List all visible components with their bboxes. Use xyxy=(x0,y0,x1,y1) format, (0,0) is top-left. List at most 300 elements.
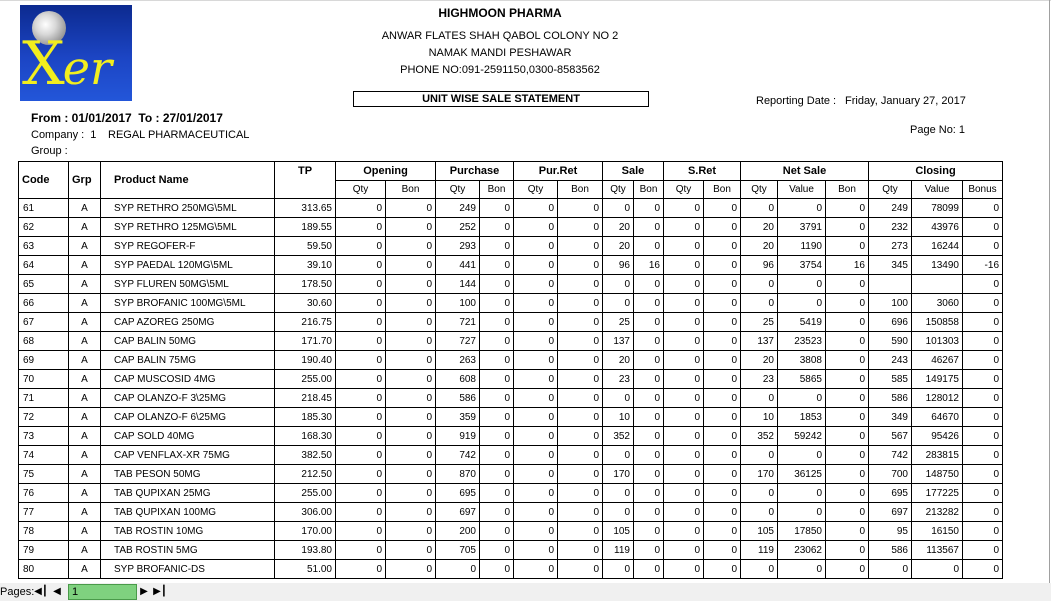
table-cell: 0 xyxy=(704,522,741,541)
table-cell: 0 xyxy=(704,560,741,579)
table-cell: 0 xyxy=(480,503,514,522)
table-cell: -16 xyxy=(963,256,1003,275)
sub-opening-qty: Qty xyxy=(336,181,386,199)
sub-closing-bonus: Bonus xyxy=(963,181,1003,199)
table-cell: 0 xyxy=(558,389,603,408)
table-cell: 137 xyxy=(741,332,778,351)
table-cell: 0 xyxy=(704,313,741,332)
table-cell: 0 xyxy=(634,237,664,256)
table-cell: 0 xyxy=(480,275,514,294)
table-cell: SYP RETHRO 250MG\5ML xyxy=(101,199,275,218)
table-cell: CAP VENFLAX-XR 75MG xyxy=(101,446,275,465)
table-cell: 0 xyxy=(558,503,603,522)
table-cell: 72 xyxy=(19,408,69,427)
table-cell: 0 xyxy=(336,427,386,446)
table-row xyxy=(19,408,1003,427)
table-cell: 0 xyxy=(826,332,869,351)
table-cell: 0 xyxy=(963,237,1003,256)
sales-table xyxy=(18,161,1003,579)
table-cell: 150858 xyxy=(912,313,963,332)
table-cell: CAP BALIN 75MG xyxy=(101,351,275,370)
table-cell: 0 xyxy=(778,389,826,408)
table-cell: 0 xyxy=(664,313,704,332)
table-cell: A xyxy=(69,522,101,541)
table-cell: 0 xyxy=(336,465,386,484)
table-cell: 0 xyxy=(386,237,436,256)
table-cell: 0 xyxy=(336,370,386,389)
col-sret: S.Ret xyxy=(664,162,741,181)
table-cell: 1853 xyxy=(778,408,826,427)
sub-net-bon: Bon xyxy=(826,181,869,199)
col-opening: Opening xyxy=(336,162,436,181)
table-cell: 0 xyxy=(558,313,603,332)
col-closing: Closing xyxy=(869,162,1003,181)
table-cell: 0 xyxy=(704,465,741,484)
last-page-icon[interactable]: ▶┃ xyxy=(153,586,167,597)
table-cell: 306.00 xyxy=(275,503,336,522)
table-cell: 189.55 xyxy=(275,218,336,237)
table-cell: 590 xyxy=(869,332,912,351)
table-cell: 585 xyxy=(869,370,912,389)
table-cell: 149175 xyxy=(912,370,963,389)
table-cell: 349 xyxy=(869,408,912,427)
col-netsale: Net Sale xyxy=(741,162,869,181)
company-name: HIGHMOON PHARMA xyxy=(438,6,562,20)
table-cell: 178.50 xyxy=(275,275,336,294)
table-row xyxy=(19,199,1003,218)
table-cell: 0 xyxy=(826,351,869,370)
table-cell: 137 xyxy=(603,332,634,351)
table-cell: 0 xyxy=(704,427,741,446)
table-cell: 0 xyxy=(336,484,386,503)
table-cell: 0 xyxy=(963,389,1003,408)
table-cell: 0 xyxy=(963,560,1003,579)
table-cell: 870 xyxy=(436,465,480,484)
table-cell: 0 xyxy=(514,560,558,579)
table-cell: 0 xyxy=(386,560,436,579)
table-cell: 0 xyxy=(480,370,514,389)
table-cell: 20 xyxy=(603,351,634,370)
table-cell: A xyxy=(69,465,101,484)
table-cell: 0 xyxy=(558,199,603,218)
table-cell: 105 xyxy=(603,522,634,541)
table-cell: 0 xyxy=(826,522,869,541)
table-cell: 0 xyxy=(741,199,778,218)
table-cell: 69 xyxy=(19,351,69,370)
table-cell: 5419 xyxy=(778,313,826,332)
table-cell: 0 xyxy=(558,446,603,465)
table-cell: 255.00 xyxy=(275,484,336,503)
table-cell: 249 xyxy=(436,199,480,218)
table-cell: 17850 xyxy=(778,522,826,541)
address-line-2: NAMAK MANDI PESHAWAR xyxy=(428,47,572,59)
table-cell: 0 xyxy=(634,218,664,237)
table-cell: 0 xyxy=(963,199,1003,218)
sub-closing-qty: Qty xyxy=(869,181,912,199)
table-cell: 16150 xyxy=(912,522,963,541)
table-cell: 23 xyxy=(741,370,778,389)
table-cell: 68 xyxy=(19,332,69,351)
table-cell: 0 xyxy=(480,256,514,275)
table-cell: 0 xyxy=(963,427,1003,446)
table-cell: A xyxy=(69,351,101,370)
table-cell: 3808 xyxy=(778,351,826,370)
table-cell: 0 xyxy=(963,218,1003,237)
table-cell: 0 xyxy=(826,370,869,389)
sub-purchase-qty: Qty xyxy=(436,181,480,199)
table-cell: 0 xyxy=(386,370,436,389)
table-cell: 0 xyxy=(741,560,778,579)
table-cell: 96 xyxy=(603,256,634,275)
table-cell: SYP BROFANIC 100MG\5ML xyxy=(101,294,275,313)
sub-sale-qty: Qty xyxy=(603,181,634,199)
table-cell: 0 xyxy=(514,370,558,389)
table-cell: 0 xyxy=(480,237,514,256)
table-cell: 0 xyxy=(480,199,514,218)
table-cell: 313.65 xyxy=(275,199,336,218)
group-label: Group : xyxy=(31,145,68,157)
table-cell: 148750 xyxy=(912,465,963,484)
table-cell: 0 xyxy=(514,541,558,560)
table-row xyxy=(19,484,1003,503)
table-cell: 25 xyxy=(603,313,634,332)
table-cell: 144 xyxy=(436,275,480,294)
table-cell: 0 xyxy=(386,313,436,332)
table-row xyxy=(19,503,1003,522)
table-cell: 0 xyxy=(480,522,514,541)
table-cell: 0 xyxy=(336,313,386,332)
table-row xyxy=(19,351,1003,370)
table-cell: 0 xyxy=(704,294,741,313)
table-cell: 695 xyxy=(869,484,912,503)
table-cell: 23062 xyxy=(778,541,826,560)
table-cell: 170.00 xyxy=(275,522,336,541)
table-cell: 0 xyxy=(664,332,704,351)
table-cell: 0 xyxy=(558,294,603,313)
table-cell: 0 xyxy=(634,522,664,541)
table-cell: 77 xyxy=(19,503,69,522)
table-cell: 96 xyxy=(741,256,778,275)
table-cell: 700 xyxy=(869,465,912,484)
table-cell: A xyxy=(69,275,101,294)
table-cell: 76 xyxy=(19,484,69,503)
table-cell: 0 xyxy=(480,389,514,408)
table-cell: 20 xyxy=(603,218,634,237)
table-cell: 0 xyxy=(664,427,704,446)
table-cell: SYP BROFANIC-DS xyxy=(101,560,275,579)
table-cell: 0 xyxy=(634,351,664,370)
table-cell: 46267 xyxy=(912,351,963,370)
table-cell: 73 xyxy=(19,427,69,446)
table-cell: 79 xyxy=(19,541,69,560)
table-cell: A xyxy=(69,541,101,560)
table-cell: 0 xyxy=(386,199,436,218)
table-cell: 0 xyxy=(514,294,558,313)
table-cell: 695 xyxy=(436,484,480,503)
table-cell: 62 xyxy=(19,218,69,237)
table-cell: 0 xyxy=(664,237,704,256)
table-cell: 0 xyxy=(336,541,386,560)
table-cell: CAP MUSCOSID 4MG xyxy=(101,370,275,389)
table-cell: 20 xyxy=(603,237,634,256)
table-cell: 0 xyxy=(826,465,869,484)
table-cell: 0 xyxy=(514,275,558,294)
table-cell: 0 xyxy=(558,218,603,237)
table-cell: 0 xyxy=(664,256,704,275)
table-cell: 0 xyxy=(664,503,704,522)
table-cell: 0 xyxy=(704,484,741,503)
table-row xyxy=(19,427,1003,446)
table-cell: A xyxy=(69,218,101,237)
sub-sret-qty: Qty xyxy=(664,181,704,199)
table-row xyxy=(19,294,1003,313)
table-cell: 0 xyxy=(558,256,603,275)
table-cell: 218.45 xyxy=(275,389,336,408)
table-cell: 0 xyxy=(826,275,869,294)
table-cell: 0 xyxy=(386,522,436,541)
table-row xyxy=(19,446,1003,465)
table-cell: 0 xyxy=(963,503,1003,522)
table-cell: A xyxy=(69,256,101,275)
table-cell: 0 xyxy=(826,408,869,427)
table-cell: CAP SOLD 40MG xyxy=(101,427,275,446)
table-cell: 0 xyxy=(514,351,558,370)
table-cell: 20 xyxy=(741,351,778,370)
table-cell: TAB QUPIXAN 100MG xyxy=(101,503,275,522)
table-cell: 59.50 xyxy=(275,237,336,256)
company-label: Company : 1 xyxy=(31,129,97,141)
table-cell: 100 xyxy=(869,294,912,313)
table-cell: 0 xyxy=(826,541,869,560)
table-cell: CAP OLANZO-F 6\25MG xyxy=(101,408,275,427)
table-cell: A xyxy=(69,199,101,218)
table-cell: 243 xyxy=(869,351,912,370)
table-cell: 727 xyxy=(436,332,480,351)
table-cell: 70 xyxy=(19,370,69,389)
company-logo xyxy=(20,5,132,101)
table-cell: 0 xyxy=(778,199,826,218)
table-cell: 345 xyxy=(869,256,912,275)
table-cell: 74 xyxy=(19,446,69,465)
frame-top-border xyxy=(0,0,1051,1)
table-cell: SYP REGOFER-F xyxy=(101,237,275,256)
prev-page-icon[interactable]: ◀ xyxy=(53,586,61,597)
table-cell: 0 xyxy=(514,389,558,408)
first-page-icon[interactable]: ◀┃ xyxy=(34,586,48,597)
table-cell: 0 xyxy=(603,446,634,465)
table-cell: 0 xyxy=(558,560,603,579)
sub-opening-bon: Bon xyxy=(386,181,436,199)
table-cell: A xyxy=(69,370,101,389)
table-cell: 0 xyxy=(558,465,603,484)
table-cell: CAP OLANZO-F 3\25MG xyxy=(101,389,275,408)
table-cell: 0 xyxy=(704,237,741,256)
table-cell: 0 xyxy=(778,503,826,522)
table-cell: TAB ROSTIN 5MG xyxy=(101,541,275,560)
table-cell: 0 xyxy=(963,370,1003,389)
table-cell: 0 xyxy=(480,541,514,560)
table-cell: 0 xyxy=(386,389,436,408)
table-cell: 293 xyxy=(436,237,480,256)
table-cell: 0 xyxy=(664,446,704,465)
table-cell: 742 xyxy=(436,446,480,465)
table-cell: A xyxy=(69,427,101,446)
table-cell: 0 xyxy=(912,560,963,579)
table-cell: 0 xyxy=(603,199,634,218)
table-cell: SYP RETHRO 125MG\5ML xyxy=(101,218,275,237)
table-cell: 0 xyxy=(704,332,741,351)
table-cell: 0 xyxy=(386,218,436,237)
page-number: Page No: 1 xyxy=(910,124,966,136)
table-cell: 0 xyxy=(603,389,634,408)
table-cell: 0 xyxy=(514,446,558,465)
table-cell: 0 xyxy=(634,427,664,446)
table-cell: 0 xyxy=(336,237,386,256)
table-cell: 95 xyxy=(869,522,912,541)
pager-label: Pages: xyxy=(0,586,35,598)
table-cell: 0 xyxy=(386,484,436,503)
table-cell: 742 xyxy=(869,446,912,465)
table-cell: 0 xyxy=(826,484,869,503)
table-cell: 0 xyxy=(634,465,664,484)
table-cell: 0 xyxy=(741,275,778,294)
col-grp: Grp xyxy=(69,162,101,199)
table-cell: 128012 xyxy=(912,389,963,408)
table-cell: 0 xyxy=(514,465,558,484)
table-cell: TAB QUPIXAN 25MG xyxy=(101,484,275,503)
table-row xyxy=(19,332,1003,351)
table-cell: 3754 xyxy=(778,256,826,275)
table-cell: A xyxy=(69,237,101,256)
table-cell: 13490 xyxy=(912,256,963,275)
sub-purchase-bon: Bon xyxy=(480,181,514,199)
table-cell: 0 xyxy=(826,427,869,446)
table-cell: 0 xyxy=(634,503,664,522)
table-cell: 705 xyxy=(436,541,480,560)
table-cell: 0 xyxy=(704,351,741,370)
table-cell: 0 xyxy=(480,484,514,503)
table-cell: 105 xyxy=(741,522,778,541)
table-cell: 0 xyxy=(603,503,634,522)
table-cell: 0 xyxy=(963,294,1003,313)
table-cell xyxy=(912,275,963,294)
table-cell: 0 xyxy=(741,446,778,465)
table-cell: 0 xyxy=(558,427,603,446)
table-cell: 0 xyxy=(634,389,664,408)
table-cell: 0 xyxy=(514,199,558,218)
table-cell: 0 xyxy=(664,522,704,541)
table-cell: 721 xyxy=(436,313,480,332)
table-cell: 0 xyxy=(514,313,558,332)
logo-text: Xer xyxy=(22,29,112,99)
table-cell: TAB ROSTIN 10MG xyxy=(101,522,275,541)
table-cell: 0 xyxy=(634,199,664,218)
table-cell: SYP PAEDAL 120MG\5ML xyxy=(101,256,275,275)
table-cell: 382.50 xyxy=(275,446,336,465)
table-cell: 0 xyxy=(336,218,386,237)
col-code: Code xyxy=(19,162,69,199)
table-row xyxy=(19,389,1003,408)
sub-net-qty: Qty xyxy=(741,181,778,199)
table-cell: 0 xyxy=(634,560,664,579)
table-cell xyxy=(869,275,912,294)
table-cell: 0 xyxy=(664,370,704,389)
table-cell: 65 xyxy=(19,275,69,294)
page-input[interactable]: 1 xyxy=(68,584,137,600)
table-cell: 0 xyxy=(869,560,912,579)
table-cell: 25 xyxy=(741,313,778,332)
table-cell: 0 xyxy=(603,275,634,294)
table-cell: 352 xyxy=(603,427,634,446)
col-purchase: Purchase xyxy=(436,162,514,181)
table-cell: 0 xyxy=(778,294,826,313)
table-cell: 586 xyxy=(869,541,912,560)
table-cell: A xyxy=(69,560,101,579)
table-cell: 0 xyxy=(514,408,558,427)
table-cell: 0 xyxy=(386,256,436,275)
next-page-icon[interactable]: ▶ xyxy=(140,586,148,597)
table-cell: 0 xyxy=(558,332,603,351)
table-cell: 213282 xyxy=(912,503,963,522)
table-cell: 171.70 xyxy=(275,332,336,351)
table-cell: 170 xyxy=(741,465,778,484)
table-cell: 0 xyxy=(336,294,386,313)
table-row xyxy=(19,465,1003,484)
table-cell: 697 xyxy=(869,503,912,522)
frame-right-border xyxy=(1049,0,1050,583)
table-cell: 0 xyxy=(480,218,514,237)
table-cell: 0 xyxy=(480,560,514,579)
table-cell: 0 xyxy=(963,275,1003,294)
table-cell: 0 xyxy=(480,313,514,332)
table-cell: 20 xyxy=(741,237,778,256)
table-cell: 232 xyxy=(869,218,912,237)
table-cell: 0 xyxy=(480,427,514,446)
table-cell: 39.10 xyxy=(275,256,336,275)
table-cell: 586 xyxy=(436,389,480,408)
table-cell: 0 xyxy=(826,199,869,218)
table-cell: 252 xyxy=(436,218,480,237)
pager-bar xyxy=(0,583,1051,601)
table-cell: 0 xyxy=(963,332,1003,351)
table-cell: 0 xyxy=(778,560,826,579)
table-cell: 0 xyxy=(826,560,869,579)
table-cell: 0 xyxy=(514,237,558,256)
table-cell: 0 xyxy=(514,218,558,237)
table-cell: 63 xyxy=(19,237,69,256)
table-cell: 0 xyxy=(634,332,664,351)
table-cell: 0 xyxy=(558,275,603,294)
table-cell: 0 xyxy=(514,332,558,351)
table-row xyxy=(19,522,1003,541)
table-cell: 193.80 xyxy=(275,541,336,560)
table-cell: 0 xyxy=(558,408,603,427)
table-cell: 0 xyxy=(480,332,514,351)
table-cell: A xyxy=(69,294,101,313)
table-cell: 3791 xyxy=(778,218,826,237)
sub-sret-bon: Bon xyxy=(704,181,741,199)
table-cell: 190.40 xyxy=(275,351,336,370)
table-cell: 0 xyxy=(558,541,603,560)
table-cell: CAP AZOREG 250MG xyxy=(101,313,275,332)
table-cell: 0 xyxy=(704,275,741,294)
table-cell: 10 xyxy=(603,408,634,427)
table-cell: 0 xyxy=(603,484,634,503)
table-cell: 23523 xyxy=(778,332,826,351)
table-cell: 0 xyxy=(386,503,436,522)
address-line-1: ANWAR FLATES SHAH QABOL COLONY NO 2 xyxy=(381,30,619,42)
table-cell: 67 xyxy=(19,313,69,332)
